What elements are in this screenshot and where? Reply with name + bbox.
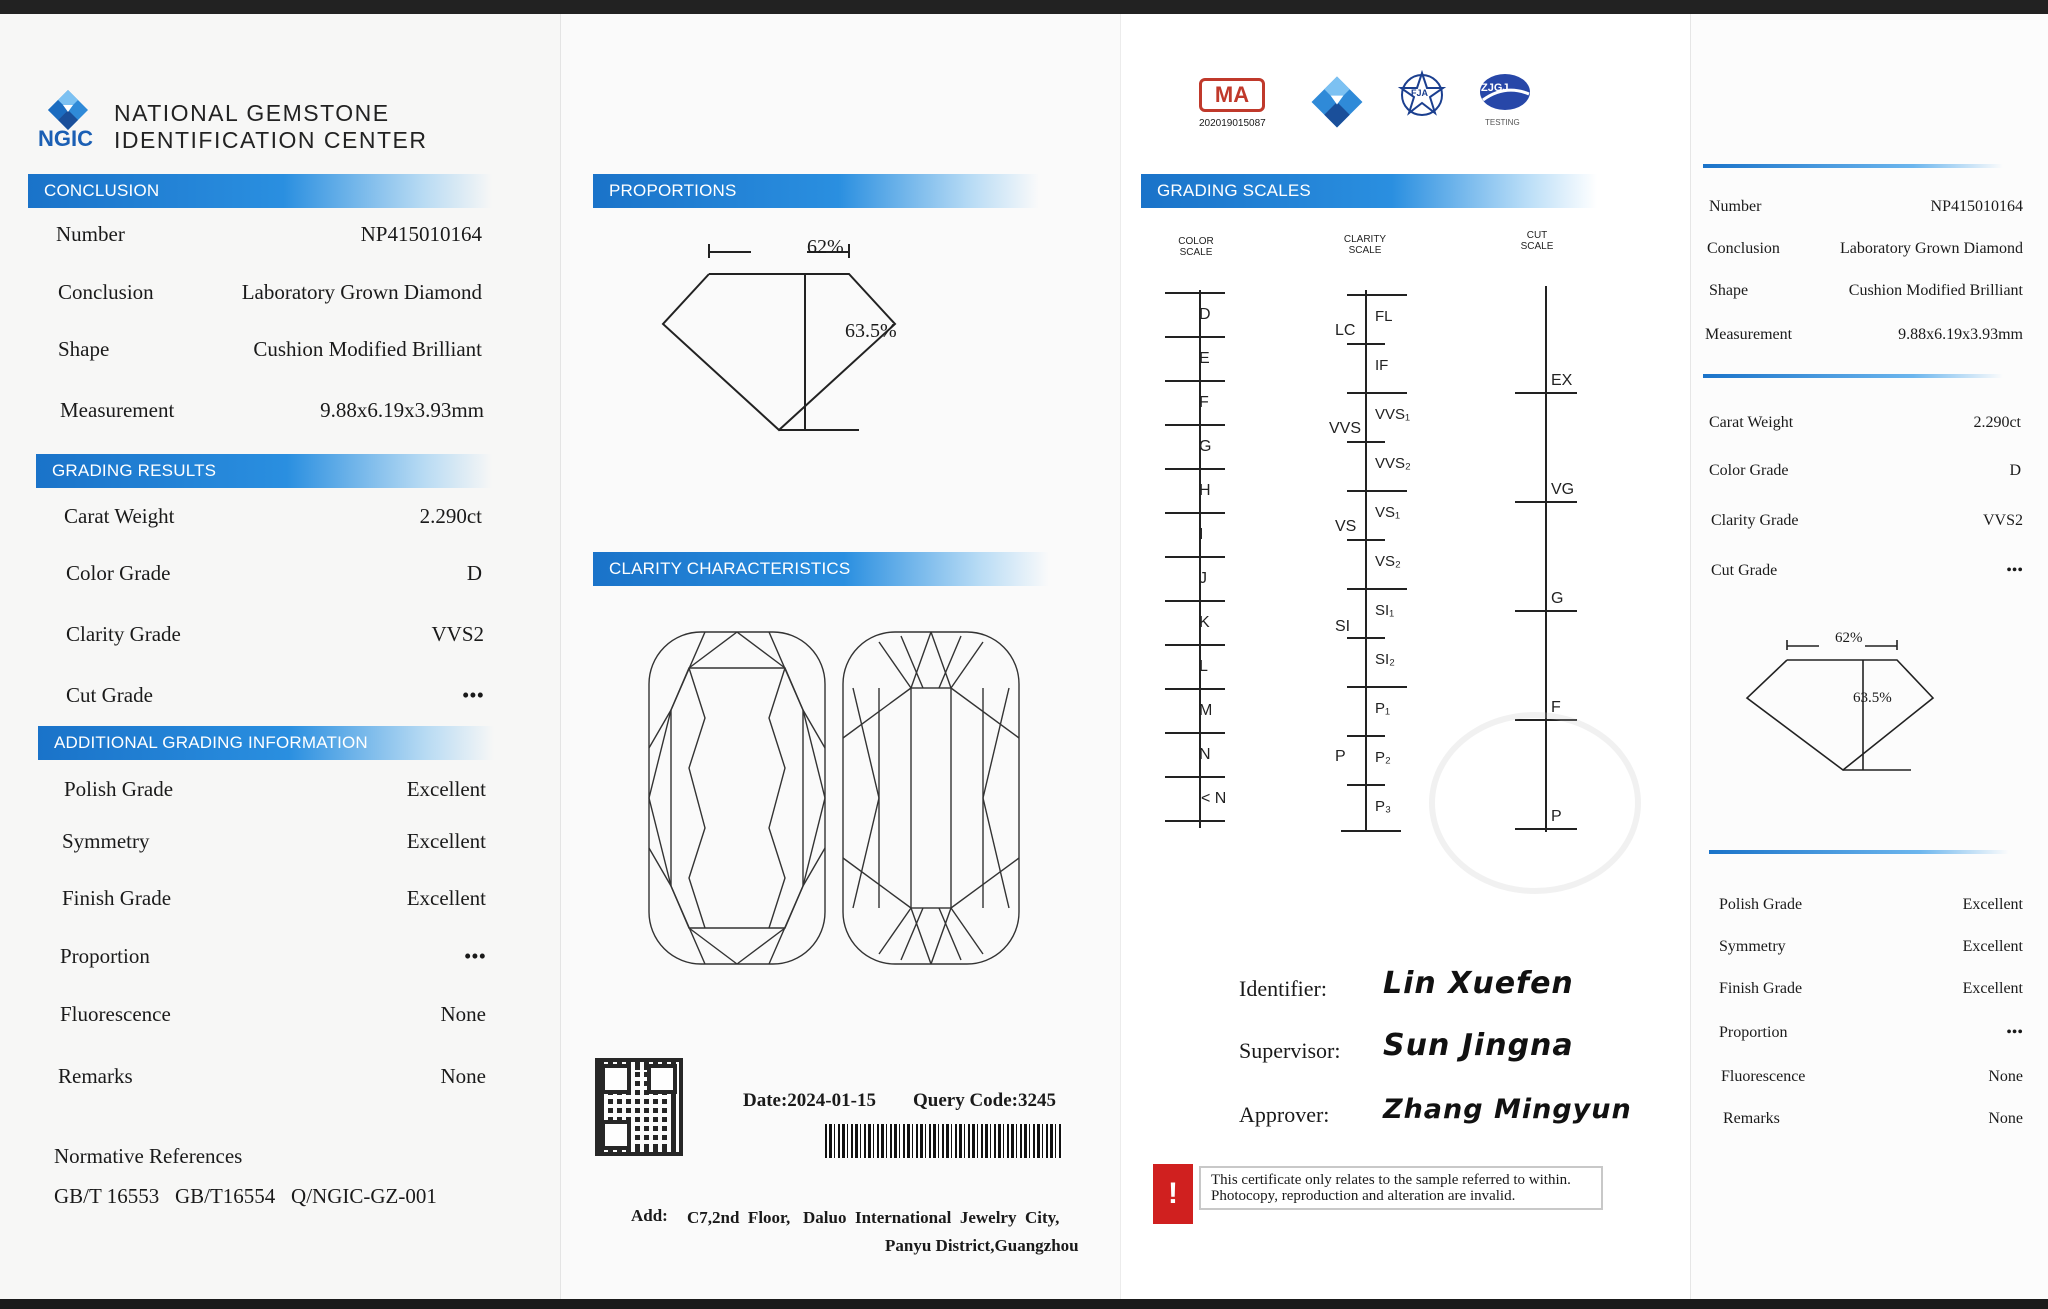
identifier-label: Identifier: — [1239, 976, 1327, 1001]
item-label: Finish Grade — [62, 886, 172, 910]
normative-title: Normative References — [54, 1144, 243, 1168]
clarity-scale-tick — [1341, 830, 1401, 832]
clarity-scale-label: VS₁ — [1375, 504, 1401, 521]
cma-logo-text: MA — [1214, 82, 1250, 107]
clarity-characteristics-header: CLARITY CHARACTERISTICS — [593, 552, 1049, 586]
item-label: Cut Grade — [1711, 562, 1778, 579]
item-label: Color Grade — [66, 561, 171, 585]
clarity-group-label: P — [1335, 748, 1346, 765]
report-date: Date:2024-01-15 — [743, 1090, 876, 1111]
cut-scale-label: G — [1551, 590, 1564, 607]
clarity-scale-tick — [1347, 588, 1407, 590]
item-label: Clarity Grade — [1711, 512, 1799, 529]
color-scale-label: M — [1199, 702, 1213, 719]
item-label: Carat Weight — [64, 504, 175, 528]
color-scale-label: K — [1199, 614, 1210, 631]
clarity-scale-label: P₃ — [1375, 798, 1392, 815]
item-value: None — [1988, 1110, 2023, 1127]
cma-logo — [1199, 78, 1265, 112]
grading-scales-header: GRADING SCALES — [1141, 174, 1597, 208]
cma-code: 202019015087 — [1199, 118, 1266, 129]
item-value: NP415010164 — [360, 222, 482, 246]
item-value: Excellent — [1962, 938, 2023, 955]
query-code: Query Code:3245 — [913, 1090, 1057, 1111]
summary-depth-percent: 63.5% — [1853, 690, 1892, 706]
item-label: Carat Weight — [1709, 414, 1794, 431]
clarity-group-label: VS — [1335, 518, 1357, 535]
color-scale-tick — [1165, 468, 1225, 470]
item-value: ••• — [2006, 562, 2023, 579]
item-label: Measurement — [1705, 326, 1793, 343]
color-scale-label: F — [1199, 394, 1209, 411]
pavilion-view-plot — [839, 628, 1023, 968]
conclusion-header: CONCLUSION — [28, 174, 492, 208]
clarity-scale-label: VS₂ — [1375, 553, 1401, 570]
color-scale-tick — [1165, 556, 1225, 558]
item-value: Cushion Modified Brilliant — [253, 337, 482, 361]
item-label: Fluorescence — [60, 1002, 171, 1026]
color-scale-label: N — [1199, 746, 1211, 763]
zjgj-logo-icon — [1477, 72, 1533, 116]
additional-info-header: ADDITIONAL GRADING INFORMATION — [38, 726, 494, 760]
item-label: Color Grade — [1709, 462, 1789, 479]
item-value: Cushion Modified Brilliant — [1848, 282, 2023, 299]
item-value: None — [440, 1002, 486, 1026]
address-label: Add: — [631, 1206, 668, 1225]
clarity-scale-tick — [1347, 637, 1385, 639]
item-label: Number — [56, 222, 125, 246]
approver-signature: Zhang Mingyun — [1383, 1094, 1632, 1125]
clarity-scale-tick — [1347, 784, 1385, 786]
approver-label: Approver: — [1239, 1102, 1330, 1127]
item-label: Measurement — [60, 398, 175, 422]
org-short-name: NGIC — [38, 126, 93, 151]
item-label: Cut Grade — [66, 683, 153, 707]
clarity-scale-label: FL — [1375, 308, 1393, 325]
ngic-diamond-logo-icon — [1309, 74, 1365, 130]
clarity-scale-tick — [1347, 539, 1385, 541]
divider — [1703, 374, 2003, 378]
color-scale-tick — [1165, 688, 1225, 690]
color-scale-label: E — [1199, 350, 1210, 367]
item-label: Shape — [58, 337, 110, 361]
org-name-line1: NATIONAL GEMSTONE — [114, 100, 390, 126]
cut-scale-tick — [1515, 392, 1577, 394]
normative-refs: GB/T 16553 GB/T16554 Q/NGIC-GZ-001 — [54, 1184, 437, 1208]
clarity-scale-label: IF — [1375, 357, 1389, 374]
clarity-scale-label: P₁ — [1375, 700, 1391, 717]
summary-table-percent: 62% — [1835, 630, 1863, 646]
item-label: Remarks — [1723, 1110, 1780, 1127]
item-value: NP415010164 — [1930, 198, 2023, 215]
color-scale-label: < N — [1201, 790, 1227, 807]
item-label: Symmetry — [62, 829, 150, 853]
color-scale-label: D — [1199, 306, 1211, 323]
item-value: 9.88x6.19x3.93mm — [1898, 326, 2023, 343]
clarity-scale-tick — [1347, 735, 1385, 737]
faint-stamp — [1429, 712, 1641, 894]
org-name-line2: IDENTIFICATION CENTER — [114, 127, 428, 153]
color-scale-heading: COLOR SCALE — [1178, 236, 1214, 258]
clarity-scale-label: SI₁ — [1375, 602, 1395, 619]
item-value: ••• — [461, 683, 484, 707]
clarity-scale-tick — [1347, 294, 1407, 296]
color-scale-tick — [1165, 644, 1225, 646]
item-label: Proportion — [60, 944, 150, 968]
grading-results-header: GRADING RESULTS — [36, 454, 492, 488]
item-value: ••• — [463, 944, 486, 968]
color-scale-tick — [1165, 292, 1225, 294]
clarity-scale-label: SI₂ — [1375, 651, 1395, 668]
table-percent-label: 62% — [807, 236, 844, 258]
color-scale-tick — [1165, 776, 1225, 778]
item-value: D — [2009, 462, 2021, 479]
color-scale-tick — [1165, 336, 1225, 338]
item-value: Excellent — [1962, 980, 2023, 997]
item-label: Fluorescence — [1721, 1068, 1806, 1085]
item-label: Finish Grade — [1719, 980, 1803, 997]
clarity-scale-tick — [1347, 392, 1407, 394]
clarity-scale-tick — [1347, 343, 1385, 345]
crown-view-plot — [645, 628, 829, 968]
clarity-scale-label: VVS₂ — [1375, 455, 1411, 472]
fja-text: FJA — [1411, 88, 1429, 98]
item-value: 2.290ct — [419, 504, 482, 528]
clarity-group-label: LC — [1335, 322, 1356, 339]
color-scale-label: J — [1199, 570, 1207, 587]
qr-code — [595, 1058, 683, 1156]
address-line1: C7,2nd Floor, Daluo International Jewelry City, — [687, 1208, 1060, 1227]
cut-scale-label: EX — [1551, 372, 1573, 389]
item-value: None — [1988, 1068, 2023, 1085]
warning-icon — [1153, 1164, 1193, 1224]
color-scale-label: G — [1199, 438, 1212, 455]
divider — [1709, 850, 2009, 854]
proportions-header: PROPORTIONS — [593, 174, 1039, 208]
item-label: Conclusion — [1707, 240, 1780, 257]
clarity-scale-label: P₂ — [1375, 749, 1391, 766]
item-value: Excellent — [406, 777, 486, 801]
barcode — [825, 1124, 1063, 1158]
photo-bottom-edge — [0, 1299, 2048, 1309]
panel-proportions — [560, 0, 1121, 1309]
item-value: Excellent — [406, 829, 486, 853]
color-scale-tick — [1165, 820, 1225, 822]
item-label: Symmetry — [1719, 938, 1786, 955]
item-value: Laboratory Grown Diamond — [241, 280, 482, 304]
testing-text: TESTING — [1485, 118, 1520, 127]
photo-top-edge — [0, 0, 2048, 14]
clarity-scale-tick — [1347, 490, 1407, 492]
cut-scale-heading: CUT SCALE — [1520, 230, 1554, 252]
item-value: D — [466, 561, 482, 585]
color-scale-label: L — [1199, 658, 1208, 675]
identifier-signature: Lin Xuefen — [1383, 966, 1574, 1001]
item-value: 2.290ct — [1973, 414, 2021, 431]
item-value: ••• — [2006, 1024, 2023, 1041]
item-value: Laboratory Grown Diamond — [1839, 240, 2023, 257]
cut-scale-tick — [1515, 501, 1577, 503]
supervisor-signature: Sun Jingna — [1383, 1028, 1574, 1063]
color-scale-label: I — [1199, 526, 1204, 543]
item-label: Conclusion — [58, 280, 154, 304]
cut-scale-label: P — [1551, 808, 1562, 825]
panel-summary-left — [0, 0, 560, 1309]
color-scale-label: H — [1199, 482, 1211, 499]
color-scale-tick — [1165, 380, 1225, 382]
color-scale-tick — [1165, 512, 1225, 514]
clarity-scale-tick — [1347, 441, 1385, 443]
depth-percent-label: 63.5% — [845, 320, 897, 342]
cut-scale-label: VG — [1551, 481, 1575, 498]
item-label: Clarity Grade — [66, 622, 181, 646]
clarity-scale-label: VVS₁ — [1375, 406, 1411, 423]
item-label: Proportion — [1719, 1024, 1788, 1041]
clarity-group-label: SI — [1335, 618, 1351, 635]
item-label: Number — [1709, 198, 1762, 215]
panel-grading-scales — [1120, 0, 1691, 1309]
clarity-scale-tick — [1347, 686, 1407, 688]
cut-scale-label: F — [1551, 699, 1561, 716]
clarity-group-label: VVS — [1329, 420, 1362, 437]
certificate-notice: This certificate only relates to the sample referred to within. Photocopy, reproduction and alteration are invalid. — [1199, 1166, 1603, 1210]
summary-proportions-diagram — [1745, 636, 1945, 776]
item-label: Shape — [1709, 282, 1749, 299]
item-label: Remarks — [58, 1064, 133, 1088]
item-label: Polish Grade — [1719, 896, 1803, 913]
item-value: VVS2 — [1982, 512, 2023, 529]
item-label: Polish Grade — [64, 777, 174, 801]
panel-summary-right — [1690, 0, 2048, 1309]
supervisor-label: Supervisor: — [1239, 1038, 1341, 1063]
zjgj-text: ZJGJ — [1481, 82, 1509, 94]
warning-mark: ! — [1168, 1177, 1178, 1210]
address-line2: Panyu District,Guangzhou — [885, 1236, 1079, 1255]
divider — [1703, 164, 2003, 168]
item-value: Excellent — [406, 886, 486, 910]
clarity-scale-axis — [1365, 290, 1367, 832]
clarity-scale-heading: CLARITY SCALE — [1343, 234, 1387, 256]
item-value: None — [440, 1064, 486, 1088]
item-value: Excellent — [1962, 896, 2023, 913]
item-value: 9.88x6.19x3.93mm — [320, 398, 484, 422]
color-scale-tick — [1165, 732, 1225, 734]
item-value: VVS2 — [431, 622, 484, 646]
cut-scale-tick — [1515, 610, 1577, 612]
color-scale-tick — [1165, 424, 1225, 426]
color-scale-tick — [1165, 600, 1225, 602]
